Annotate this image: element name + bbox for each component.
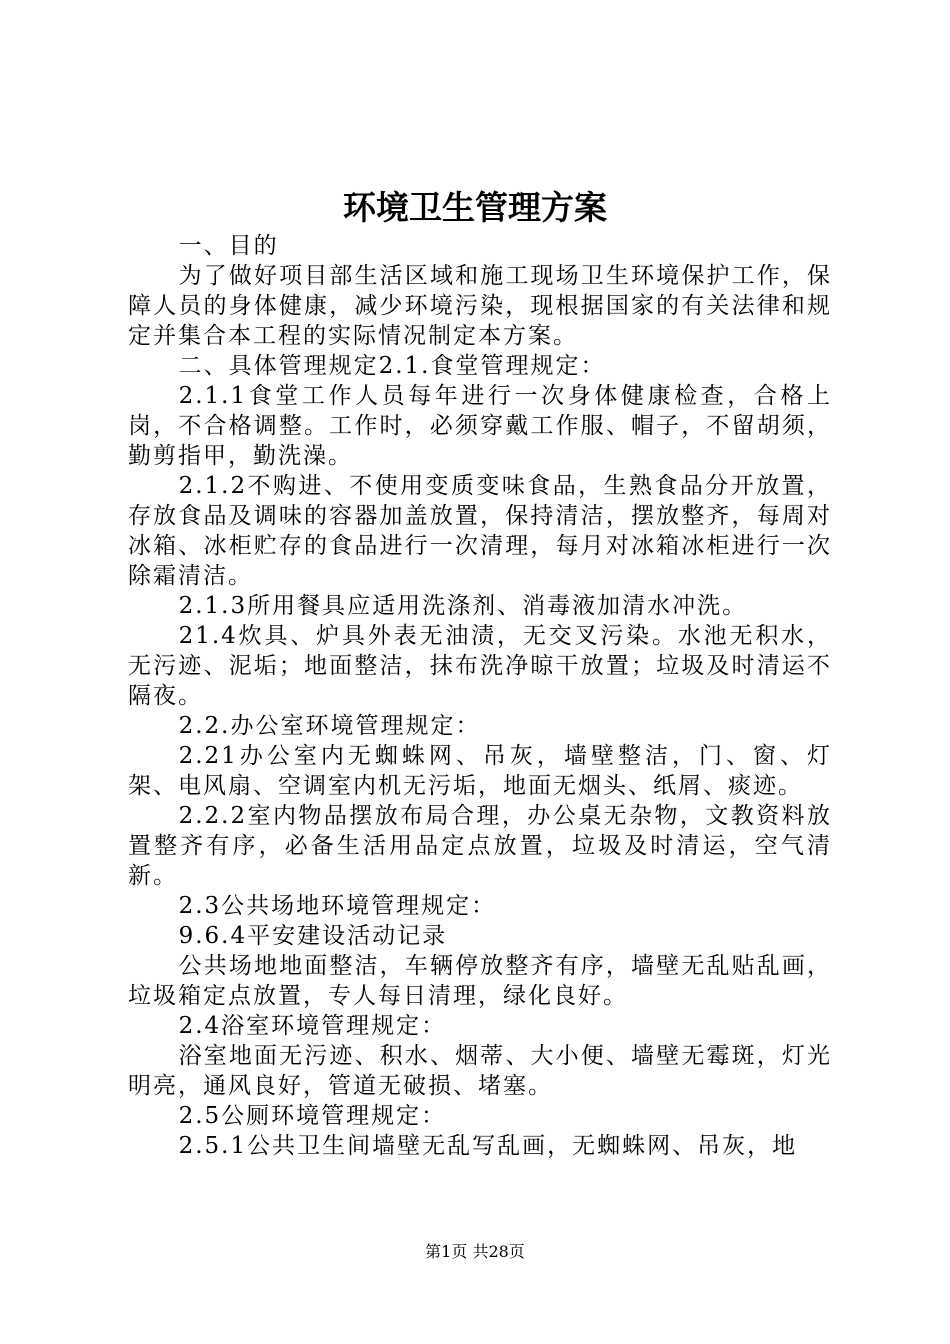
paragraph-2-3-heading: 2.3公共场地环境管理规定： — [178, 893, 497, 919]
paragraph-section-2-heading: 二、具体管理规定2.1.食堂管理规定： — [178, 353, 606, 379]
paragraph-2-1-2: 2.1.2不购进、不使用变质变味食品，生熟食品分开放置，存放食品及调味的容器加盖放置，保持清洁，摆放整齐，每周对冰箱、冰柜贮存的食品进行一次清理，每月对冰箱冰柜进行一次除霜清洁。 — [128, 473, 832, 589]
paragraph-2-5-heading: 2.5公厕环境管理规定： — [178, 1103, 447, 1129]
paragraph-2-4-heading: 2.4浴室环境管理规定： — [178, 1013, 447, 1039]
paragraph-2-5-1: 2.5.1公共卫生间墙壁无乱写乱画，无蜘蛛网、吊灰，地 — [178, 1133, 798, 1159]
document-body — [128, 231, 832, 1161]
page-title: 环境卫生管理方案 — [343, 188, 607, 227]
paragraph-bathroom: 浴室地面无污迹、积水、烟蒂、大小便、墙壁无霉斑，灯光明亮，通风良好，管道无破损、堵塞。 — [128, 1043, 832, 1099]
page-footer — [0, 1241, 950, 1263]
paragraph-2-2-2: 2.2.2室内物品摆放布局合理，办公桌无杂物，文教资料放置整齐有序，必备生活用品定点放置，垃圾及时清运，空气清新。 — [128, 803, 832, 889]
page-indicator: 第1页 共28页 — [425, 1242, 525, 1261]
paragraph-9-6-4: 9.6.4平安建设活动记录 — [178, 923, 448, 949]
paragraph-2-1-4: 21.4炊具、炉具外表无油渍，无交叉污染。水池无积水，无污迹、泥垢；地面整洁，抹布洗净晾干放置；垃圾及时清运不隔夜。 — [128, 623, 832, 709]
paragraph-2-2-1: 2.21办公室内无蜘蛛网、吊灰，墙壁整洁，门、窗、灯架、电风扇、空调室内机无污垢，地面无烟头、纸屑、痰迹。 — [128, 743, 832, 799]
paragraph-section-1-heading: 一、目的 — [178, 233, 279, 259]
paragraph-2-1-1: 2.1.1食堂工作人员每年进行一次身体健康检查，合格上岗，不合格调整。工作时，必须穿戴工作服、帽子，不留胡须，勤剪指甲，勤洗澡。 — [128, 383, 832, 469]
paragraph-purpose: 为了做好项目部生活区域和施工现场卫生环境保护工作，保障人员的身体健康，减少环境污染，现根据国家的有关法律和规定并集合本工程的实际情况制定本方案。 — [128, 263, 832, 349]
paragraph-2-1-3: 2.1.3所用餐具应适用洗涤剂、消毒液加清水冲洗。 — [178, 593, 748, 619]
paragraph-public-area: 公共场地地面整洁，车辆停放整齐有序，墙壁无乱贴乱画，垃圾箱定点放置，专人每日清理，绿化良好。 — [128, 953, 832, 1009]
paragraph-2-2-heading: 2.2.办公室环境管理规定： — [178, 713, 481, 739]
